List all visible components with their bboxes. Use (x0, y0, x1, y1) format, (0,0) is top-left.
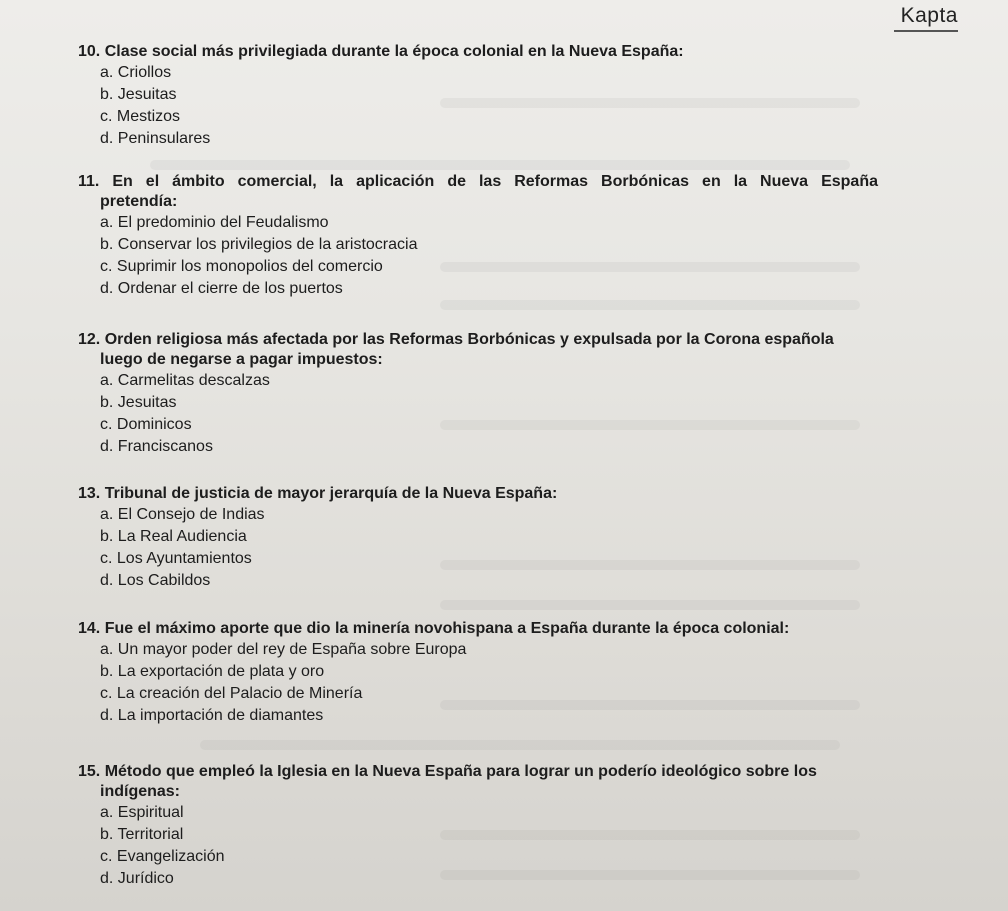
option-b[interactable]: b. Territorial (100, 826, 184, 843)
question-number: 12. (78, 331, 101, 348)
logo-underline (894, 30, 958, 32)
option-d[interactable]: d. Franciscanos (100, 438, 213, 455)
question-14 (78, 619, 878, 727)
option-b[interactable]: b. La exportación de plata y oro (100, 663, 325, 680)
question-stem (78, 762, 878, 782)
bleed-through (150, 160, 850, 170)
question-stem (78, 330, 878, 350)
question-stem-continued: indígenas: (100, 783, 181, 800)
option-d[interactable]: d. Los Cabildos (100, 572, 211, 589)
option-b[interactable]: b. La Real Audiencia (100, 528, 247, 545)
option-c[interactable]: c. Evangelización (100, 848, 225, 865)
option-b[interactable]: b. Conservar los privilegios de la aristocracia (100, 236, 418, 253)
brand-logo: Kapta (900, 4, 958, 27)
question-stem-continued: luego de negarse a pagar impuestos: (100, 351, 383, 368)
question-text: Clase social más privilegiada durante la época colonial en la Nueva España: (104, 43, 684, 60)
option-c[interactable]: c. Dominicos (100, 416, 192, 433)
question-text: Tribunal de justicia de mayor jerarquía de la Nueva España: (104, 485, 558, 502)
option-a[interactable]: a. Espiritual (100, 804, 184, 821)
question-stem (78, 484, 878, 504)
option-d[interactable]: d. Jurídico (100, 870, 174, 887)
option-a[interactable]: a. El predominio del Feudalismo (100, 214, 329, 231)
question-text: Fue el máximo aporte que dio la minería novohispana a España durante la época colonial: (104, 620, 790, 637)
question-15 (78, 762, 878, 890)
bleed-through (440, 600, 860, 610)
option-a[interactable]: a. Carmelitas descalzas (100, 372, 270, 389)
question-11 (78, 172, 878, 300)
question-13 (78, 484, 878, 592)
option-b[interactable]: b. Jesuitas (100, 86, 177, 103)
question-text: En el ámbito comercial, la aplicación de las Reformas Borbónicas en la Nueva España (112, 173, 878, 190)
question-number: 14. (78, 620, 101, 637)
question-12 (78, 330, 878, 458)
question-text: Orden religiosa más afectada por las Reformas Borbónicas y expulsada por la Corona española (104, 331, 834, 348)
option-a[interactable]: a. Un mayor poder del rey de España sobre Europa (100, 641, 467, 658)
question-stem (78, 172, 878, 192)
option-a[interactable]: a. Criollos (100, 64, 172, 81)
question-number: 13. (78, 485, 101, 502)
question-number: 11. (78, 173, 100, 190)
question-stem (78, 619, 878, 639)
question-text: Método que empleó la Iglesia en la Nueva España para lograr un poderío ideológico sobre los (104, 763, 817, 780)
option-b[interactable]: b. Jesuitas (100, 394, 177, 411)
question-number: 10. (78, 43, 101, 60)
question-stem (78, 42, 878, 62)
option-d[interactable]: d. Peninsulares (100, 130, 211, 147)
option-d[interactable]: d. Ordenar el cierre de los puertos (100, 280, 343, 297)
question-number: 15. (78, 763, 101, 780)
question-stem-continued: pretendía: (100, 193, 178, 210)
bleed-through (440, 300, 860, 310)
question-10 (78, 42, 878, 150)
option-c[interactable]: c. La creación del Palacio de Minería (100, 685, 363, 702)
option-a[interactable]: a. El Consejo de Indias (100, 506, 265, 523)
bleed-through (200, 740, 840, 750)
option-c[interactable]: c. Mestizos (100, 108, 181, 125)
option-c[interactable]: c. Los Ayuntamientos (100, 550, 252, 567)
option-d[interactable]: d. La importación de diamantes (100, 707, 324, 724)
option-c[interactable]: c. Suprimir los monopolios del comercio (100, 258, 383, 275)
